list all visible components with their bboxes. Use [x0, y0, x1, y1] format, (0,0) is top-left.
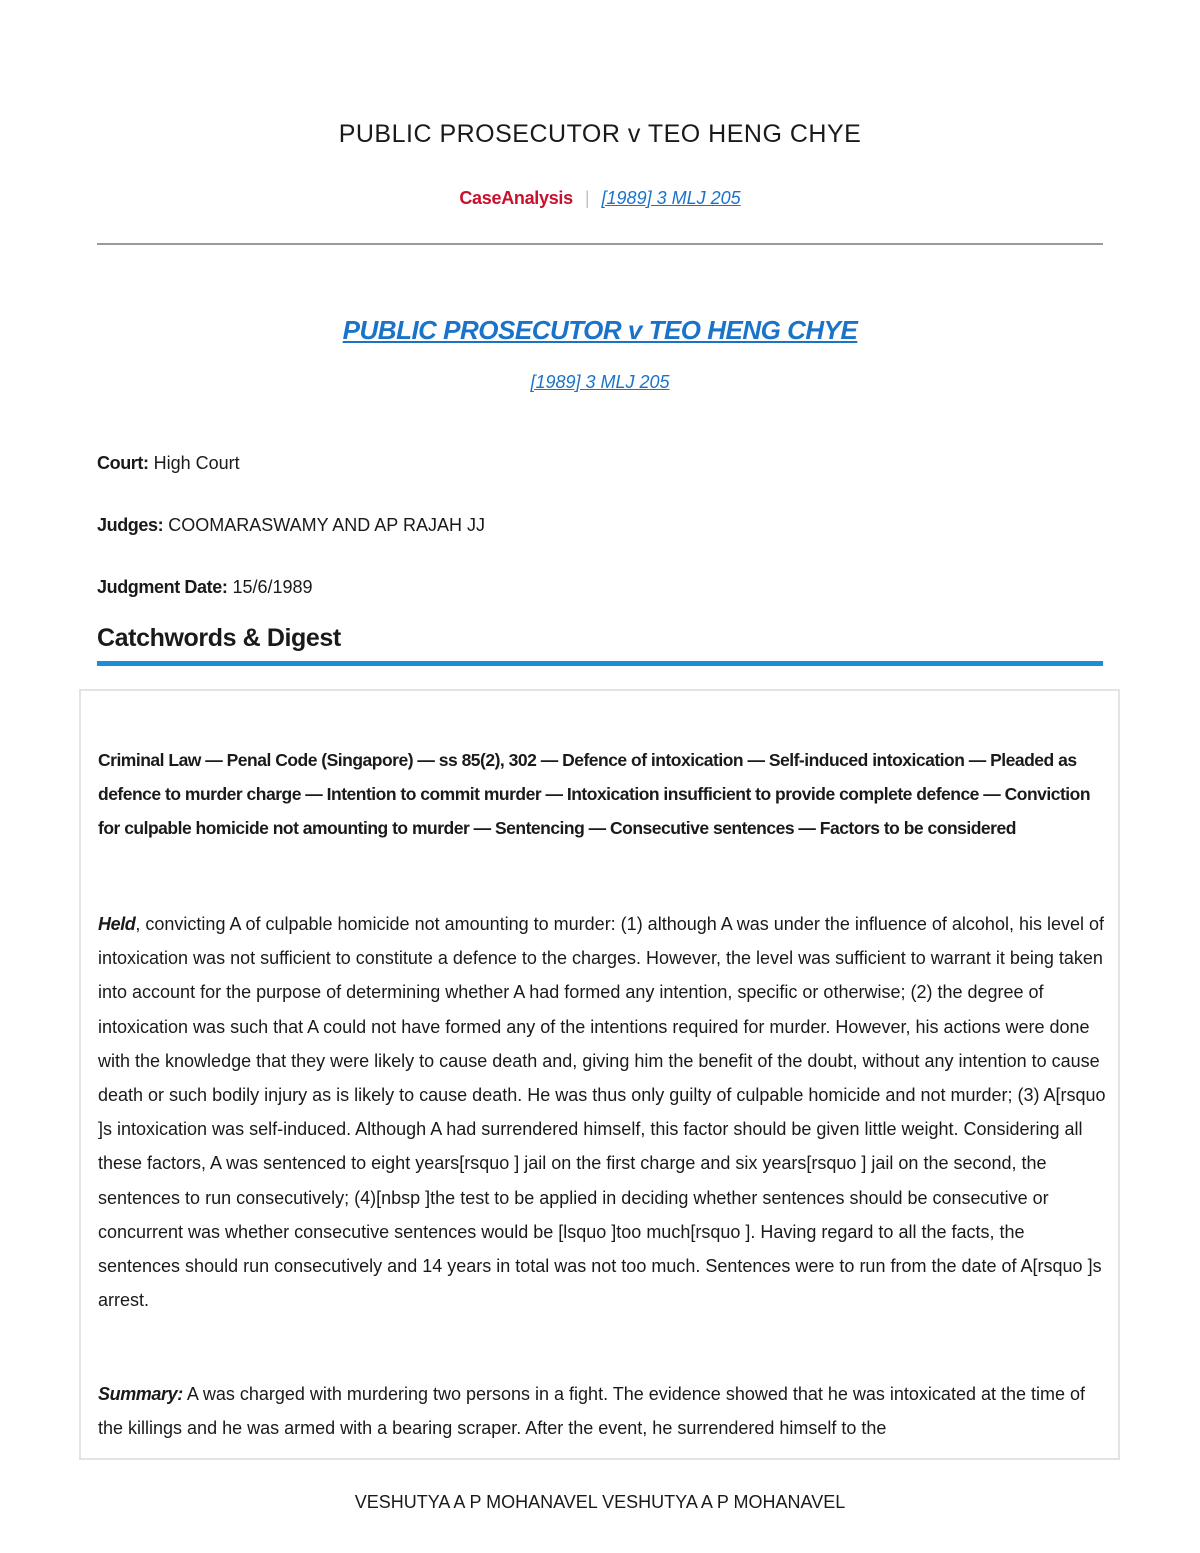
held-label: Held	[98, 914, 136, 934]
summary-paragraph	[98, 1377, 1106, 1445]
court-value: High Court	[153, 453, 240, 473]
case-title-link[interactable]: PUBLIC PROSECUTOR v TEO HENG CHYE	[342, 315, 858, 345]
section-heading-underline	[97, 661, 1103, 666]
held-text: , convicting A of culpable homicide not amounting to murder: (1) although A was under the influence of alcohol, his level of intoxication was not sufficient to constitute a defence to the charges. However, the level was sufficient to warrant it being taken into account for the purpose of determining whether A had formed any intention, specific or otherwise; (2) the degree of intoxication was such that A could not have formed any of the intentions required for murder. However, his actions were done with the knowledge that they were likely to cause death and, giving him the benefit of the doubt, without any intention to cause death or such bodily injury as is likely to cause death. He was thus only guilty of culpable homicide and not murder; (3) A[rsquo ]s intoxication was self-induced. Although A had surrendered himself, this factor should be given little weight. Considering all these factors, A was sentenced to eight years[rsquo ] jail on the first charge and six years[rsquo ] jail on the second, the sentences to run consecutively; (4)[nbsp ]the test to be applied in deciding whether sentences should be consecutive or concurrent was whether consecutive sentences would be [lsquo ]too much[rsquo ]. Having regard to all the facts, the sentences should run consecutively and 14 years in total was not too much. Sentences were to run from the date of A[rsquo ]s arrest.	[98, 914, 1106, 1311]
catchwords: Criminal Law — Penal Code (Singapore) — ss 85(2), 302 — Defence of intoxication — Self-induced intoxication — Pleaded as defence to murder charge — Intention to commit murder — Intoxication insufficient to provide complete defence — Conviction for culpable homicide not amounting to murder — Sentencing — Consecutive sentences — Factors to be considered	[98, 750, 1091, 838]
digest-box	[79, 689, 1120, 1460]
summary-text: A was charged with murdering two persons in a fight. The evidence showed that he was intoxicated at the time of the killings and he was armed with a bearing scraper. After the event, he surrendered himself to the	[98, 1384, 1086, 1439]
case-analysis-brand: CaseAnalysis	[459, 188, 573, 208]
case-citation-link[interactable]: [1989] 3 MLJ 205	[530, 372, 670, 392]
judgment-date-row	[97, 577, 313, 598]
judges-value: COOMARASWAMY AND AP RAJAH JJ	[168, 515, 485, 535]
court-label: Court:	[97, 453, 149, 473]
header-citation-link[interactable]: [1989] 3 MLJ 205	[601, 188, 741, 208]
summary-label: Summary:	[98, 1384, 183, 1404]
header-divider	[97, 243, 1103, 245]
court-row	[97, 453, 240, 474]
judgment-date-value: 15/6/1989	[232, 577, 313, 597]
judgment-date-label: Judgment Date:	[97, 577, 228, 597]
held-paragraph	[98, 907, 1106, 1317]
page-footer: VESHUTYA A P MOHANAVEL VESHUTYA A P MOHANAVEL	[354, 1492, 846, 1512]
judges-row	[97, 515, 485, 536]
section-heading: Catchwords & Digest	[97, 624, 341, 652]
separator: |	[584, 188, 590, 208]
citation-bar	[0, 188, 1200, 209]
judges-label: Judges:	[97, 515, 164, 535]
document-title: PUBLIC PROSECUTOR v TEO HENG CHYE	[338, 120, 862, 148]
